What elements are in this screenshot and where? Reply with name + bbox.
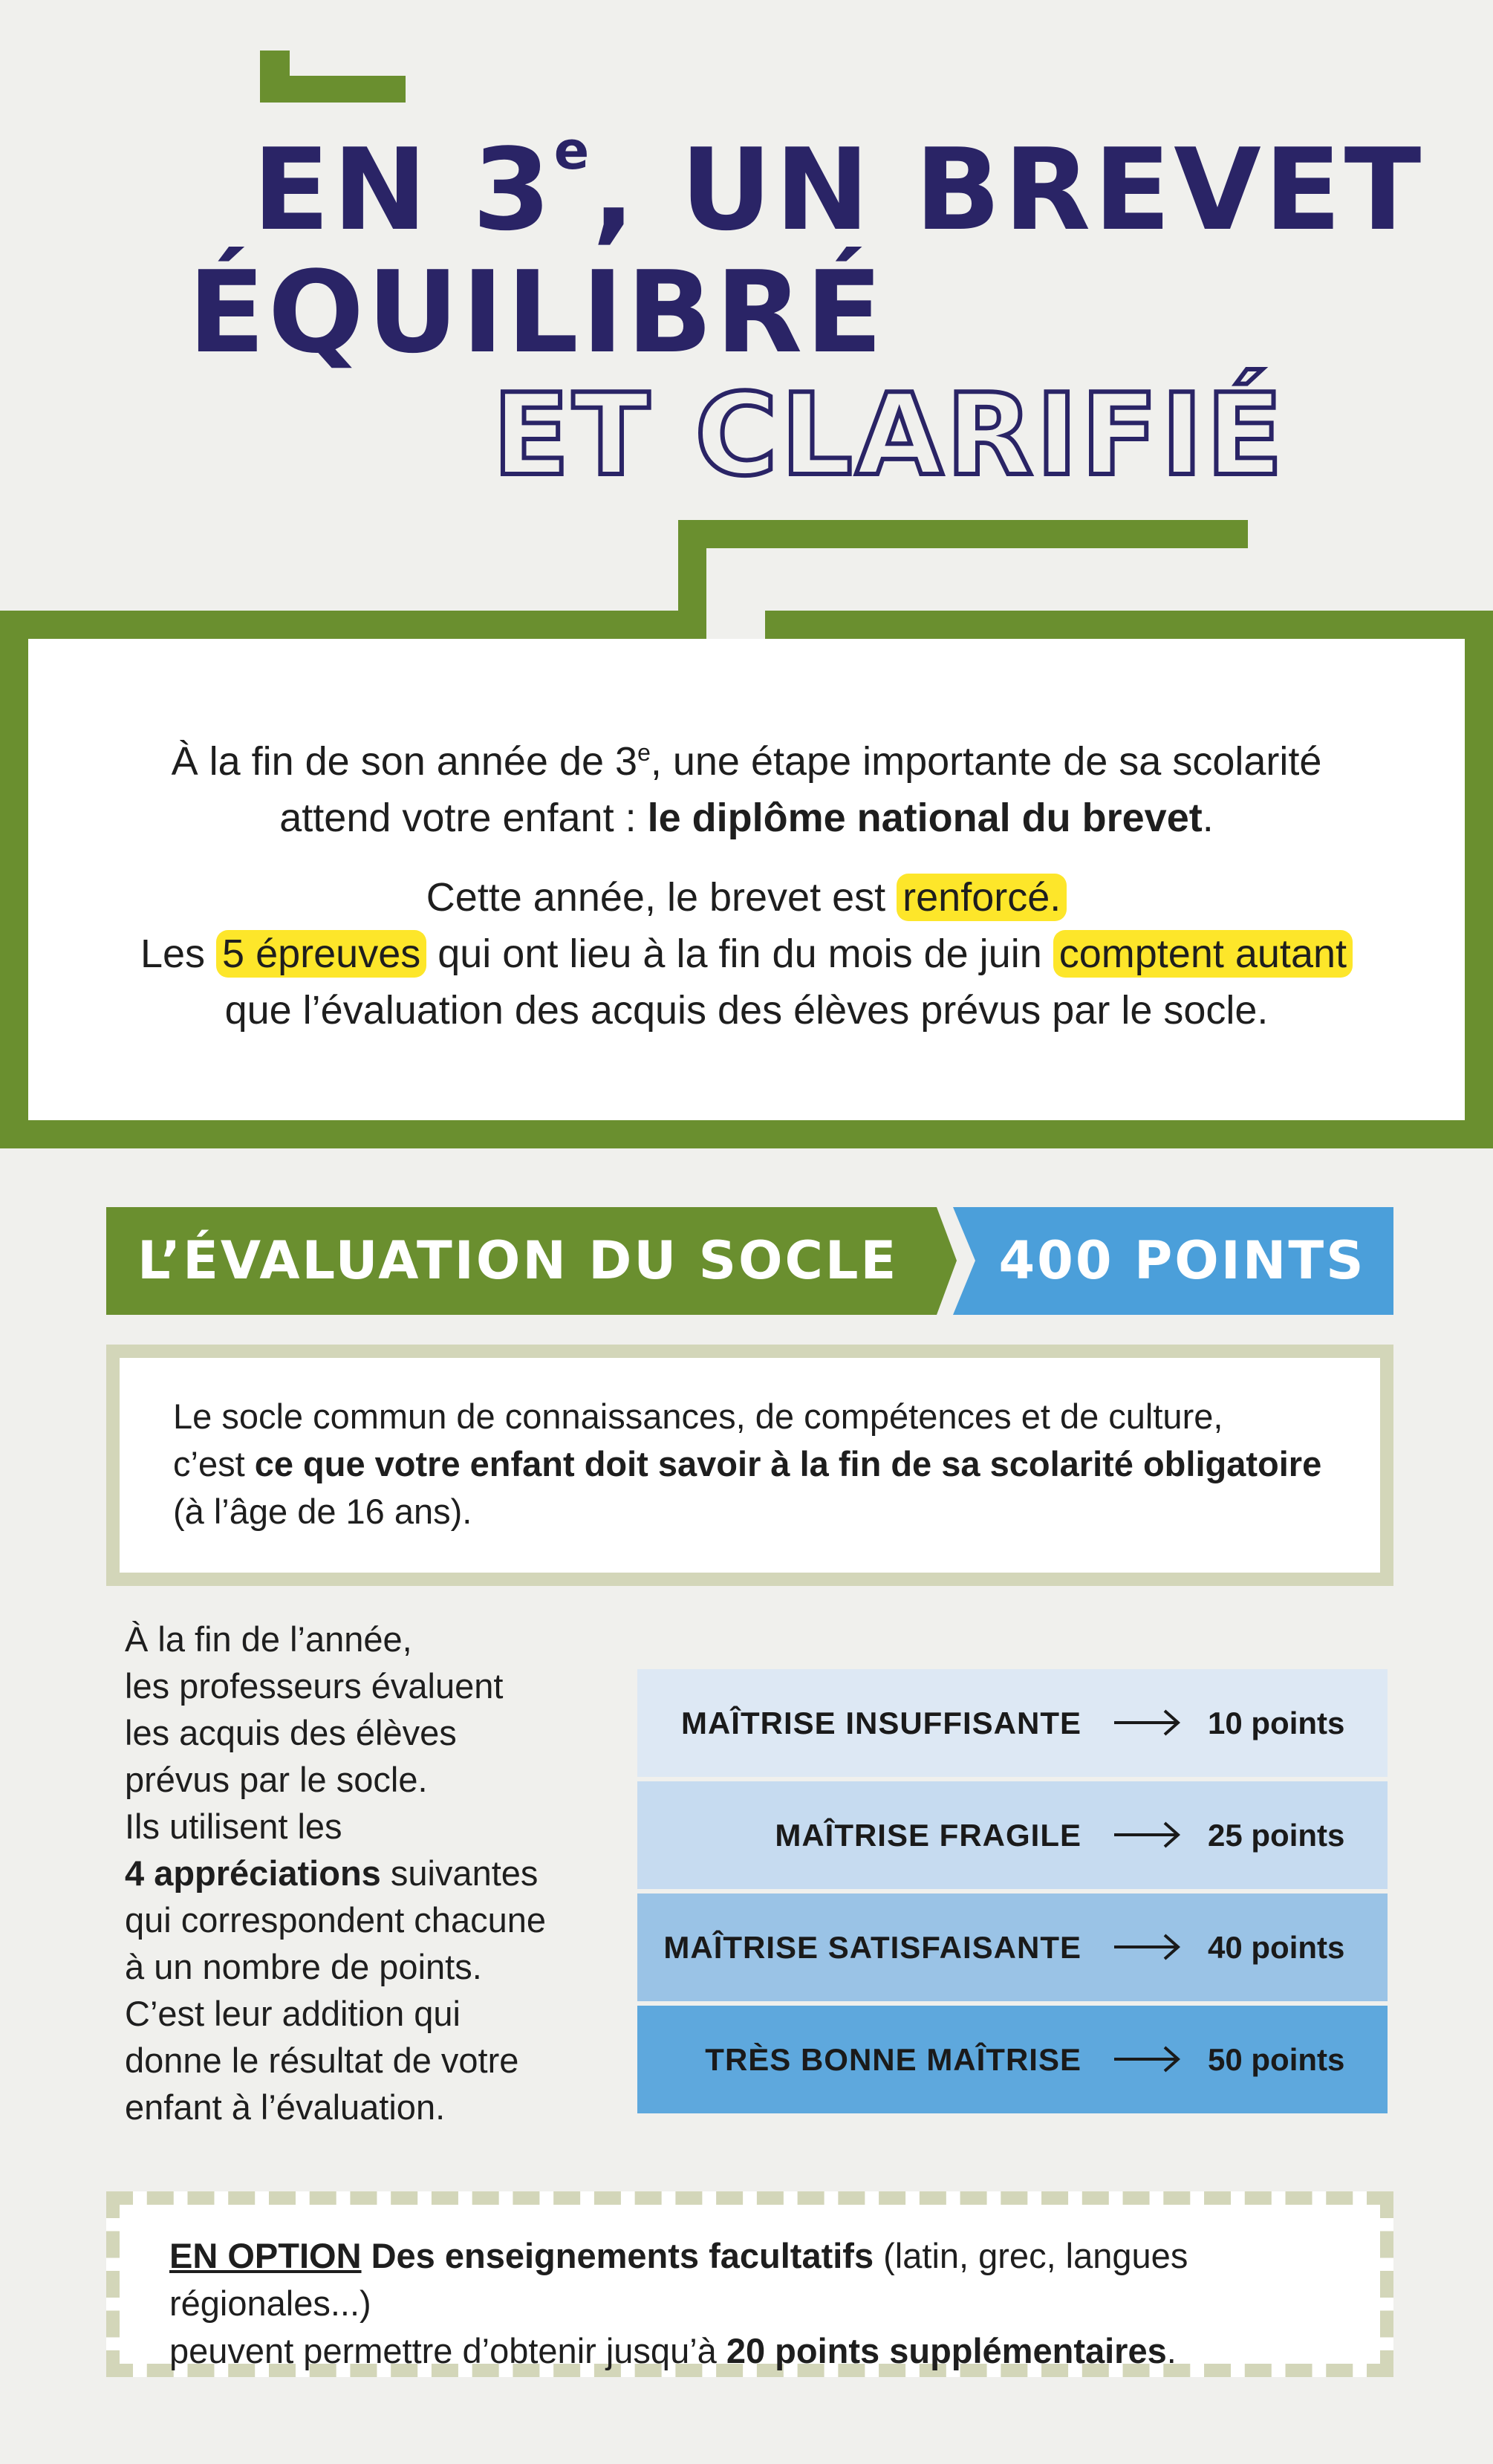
banner-socle-label: L’ÉVALUATION DU SOCLE	[137, 1230, 899, 1291]
title-line-3-outline: ET CLARIFIÉ	[492, 369, 1287, 501]
mastery-levels-table	[637, 1669, 1388, 2118]
option-text: EN OPTION Des enseignements facultatifs (latin, grec, langues régionales...) peuvent permettre d’obtenir jusqu’à 20 points supplémentaires.	[169, 2236, 1188, 2370]
level-points: 50 points	[1208, 2042, 1345, 2077]
level-row-satisfaisante	[637, 1893, 1388, 2001]
arrow-right-icon	[1111, 1781, 1185, 1889]
level-points: 40 points	[1208, 1930, 1345, 1965]
highlight-comptent-autant: comptent autant	[1053, 930, 1353, 978]
option-tag: EN OPTION	[169, 2236, 362, 2275]
frame-top-left	[0, 611, 706, 639]
highlight-renforce: renforcé.	[897, 874, 1067, 921]
title-line-2: ÉQUILIBRÉ	[188, 247, 886, 378]
frame-top-right	[765, 611, 1493, 639]
level-row-fragile	[637, 1781, 1388, 1889]
evaluation-explanation: À la fin de l’année, les professeurs évaluent les acquis des élèves prévus par le socle. Ils utilisent les 4 appréciations suivantes qui correspondent chacune à un nombre de points. C’est leur addition qui donne le résultat de votre enfant à l’évaluation.	[125, 1619, 547, 2127]
level-label: MAÎTRISE INSUFFISANTE	[680, 1706, 1081, 1740]
frame-connector-horizontal	[678, 520, 1248, 548]
level-label: TRÈS BONNE MAÎTRISE	[705, 2042, 1081, 2077]
title-line-1: EN 3e, UN BREVET	[253, 120, 1425, 256]
level-label: MAÎTRISE SATISFAISANTE	[663, 1930, 1081, 1965]
socle-definition-text: Le socle commun de connaissances, de compétences et de culture, c’est ce que votre enfant doit savoir à la fin de sa scolarité obligatoire (à l’âge de 16 ans).	[173, 1397, 1322, 1531]
highlight-5-epreuves: 5 épreuves	[216, 930, 426, 978]
title-bar-decoration	[260, 76, 406, 103]
level-points: 25 points	[1208, 1818, 1345, 1853]
arrow-right-icon	[1111, 1893, 1185, 2001]
level-points: 10 points	[1208, 1706, 1345, 1740]
banner-points-label: 400 POINTS	[998, 1230, 1366, 1291]
arrow-right-icon	[1111, 1669, 1185, 1777]
level-label: MAÎTRISE FRAGILE	[775, 1818, 1081, 1853]
intro-paragraph-2: Cette année, le brevet est renforcé. Les 5 épreuves qui ont lieu à la fin du mois de juin comptent autant que l’évaluation des acquis des élèves prévus par le socle.	[28, 869, 1465, 1038]
intro-paragraph-1: À la fin de son année de 3e, une étape importante de sa scolarité attend votre enfant : le diplôme national du brevet.	[171, 739, 1322, 840]
arrow-right-icon	[1111, 2006, 1185, 2113]
level-row-tres-bonne	[637, 2006, 1388, 2113]
level-row-insuffisante	[637, 1669, 1388, 1777]
